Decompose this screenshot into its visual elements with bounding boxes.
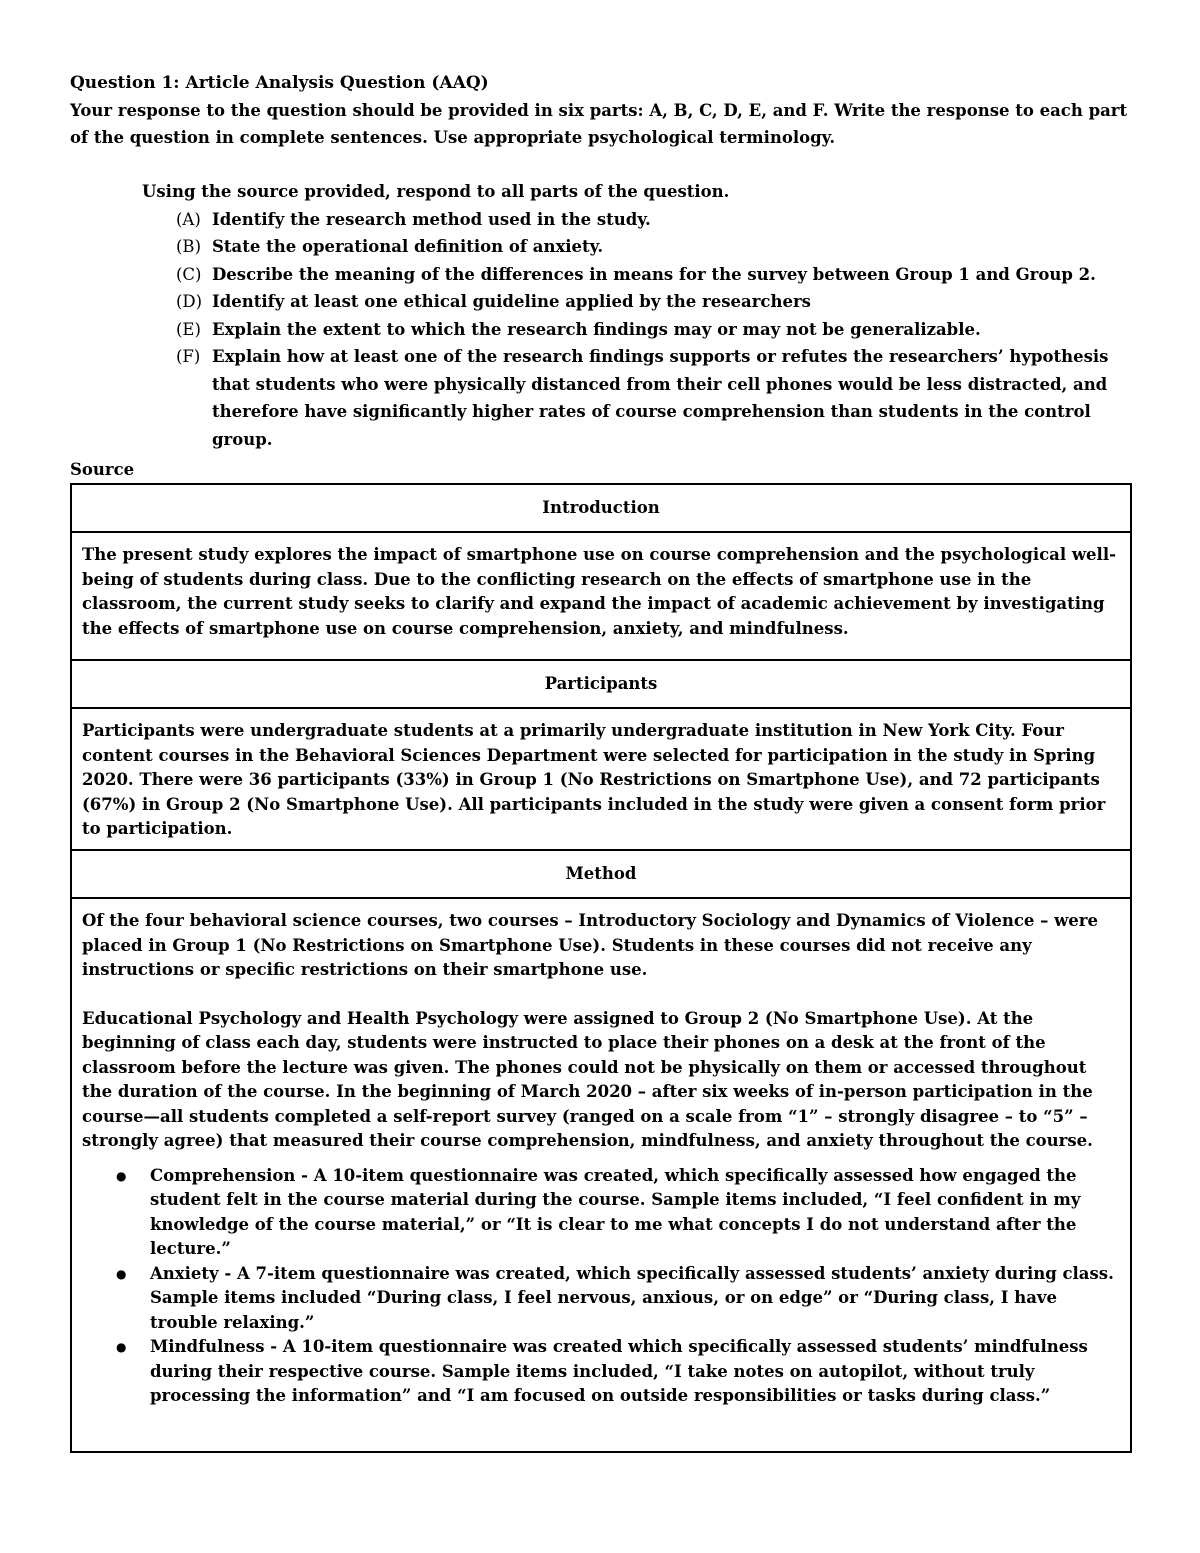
participants-heading: Participants <box>72 661 1130 709</box>
part-letter: (C) <box>176 264 202 284</box>
measures-list <box>82 1164 1120 1409</box>
part-letter: (A) <box>176 209 201 229</box>
introduction-text: The present study explores the impact of smartphone use on course comprehension and the psychological well-being of students during class. Due to the conflicting research on the effects of smartphone use in the classroom, the current study seeks to clarify and expand the impact of academic achievement by investigating the effects of smartphone use on course comprehension, anxiety, and mindfulness. <box>82 545 1116 638</box>
part-text: Identify the research method used in the study. <box>212 209 651 229</box>
method-paragraph-1: Of the four behavioral science courses, two courses – Introductory Sociology and Dynamics of Violence – were placed in Group 1 (No Restrictions on Smartphone Use). Students in these courses did not receive any instructions or specific restrictions on their smartphone use. <box>82 911 1098 979</box>
part-text: State the operational definition of anxiety. <box>212 237 604 256</box>
measure-mindfulness: ● Mindfulness - A 10-item questionnaire was created which specifically assessed students’ mindfulness during their respective course. Sample items included, “I take notes on autopilot, without truly processing the information” and “I am focused on outside responsibilities or tasks during class.” <box>150 1335 1120 1409</box>
source-label: Source <box>70 460 135 479</box>
prompt-lead: Using the source provided, respond to all parts of the question. <box>142 182 730 201</box>
method-body <box>72 899 1130 1451</box>
part-letter: (F) <box>176 347 201 366</box>
prompt-part-e <box>176 316 1132 344</box>
introduction-heading: Introduction <box>72 485 1130 533</box>
question-title: Question 1: Article Analysis Question (AAQ) <box>70 73 489 93</box>
measure-comprehension: ● Comprehension - A 10-item questionnaire was created, which specifically assessed how engaged the student felt in the course material during the course. Sample items included, “I feel confident in my knowledge of the course material,” or “It is clear to me what concepts I do not understand after the lecture.” <box>150 1164 1120 1262</box>
prompt-part-f <box>176 343 1132 453</box>
paragraph-spacer <box>82 983 1120 1007</box>
part-text: Explain the extent to which the research findings may or may not be generalizable. <box>212 319 981 339</box>
question-instructions: Your response to the question should be provided in six parts: A, B, C, D, E, and F. Write the response to each part of the question in complete sentences. Use appropriate psychological terminology. <box>70 101 1128 147</box>
measure-anxiety: ● Anxiety - A 7-item questionnaire was created, which specifically assessed students’ anxiety during class. Sample items included “During class, I feel nervous, anxious, or on edge” or “During class, I have trouble relaxing.” <box>150 1262 1120 1336</box>
participants-text: Participants were undergraduate students at a primarily undergraduate institution in New York City. Four content courses in the Behavioral Sciences Department were selected for participation in the study in Spring 2020. There were 36 participants (33%) in Group 1 (No Restrictions on Smartphone Use), and 72 participants (67%) in Group 2 (No Smartphone Use). All participants included in the study were given a consent form prior to participation. <box>82 721 1106 838</box>
document-page <box>70 70 1132 1453</box>
part-letter: (D) <box>176 292 203 311</box>
method-heading: Method <box>72 851 1130 899</box>
source-table <box>70 483 1132 1453</box>
part-text: Explain how at least one of the research findings supports or refutes the researchers’ hypothesis that students who were physically distanced from their cell phones would be less distracted, and therefore have significantly higher rates of course comprehension than students in the control group. <box>212 347 1109 449</box>
prompt-part-d <box>176 288 1132 316</box>
part-text: Identify at least one ethical guideline applied by the researchers <box>212 292 811 311</box>
part-text: Describe the meaning of the differences in means for the survey between Group 1 and Group 2. <box>212 264 1096 284</box>
prompt-parts-list <box>142 206 1132 454</box>
prompt-part-b <box>176 233 1132 261</box>
part-letter: (E) <box>176 319 201 339</box>
prompt-part-a <box>176 206 1132 234</box>
part-letter: (B) <box>176 237 201 256</box>
method-paragraph-2: Educational Psychology and Health Psychology were assigned to Group 2 (No Smartphone Use). At the beginning of class each day, students were instructed to place their phones on a desk at the front of the classroom before the lecture was given. The phones could not be physically on them or accessed throughout the duration of the course. In the beginning of March 2020 – after six weeks of in-person participation in the course—all students completed a self-report survey (ranged on a scale from “1” – strongly disagree – to “5” – strongly agree) that measured their course comprehension, mindfulness, and anxiety throughout the course. <box>82 1008 1093 1150</box>
participants-body <box>72 709 1130 851</box>
prompt-block <box>142 178 1132 453</box>
introduction-body <box>72 533 1130 661</box>
prompt-part-c <box>176 261 1132 289</box>
